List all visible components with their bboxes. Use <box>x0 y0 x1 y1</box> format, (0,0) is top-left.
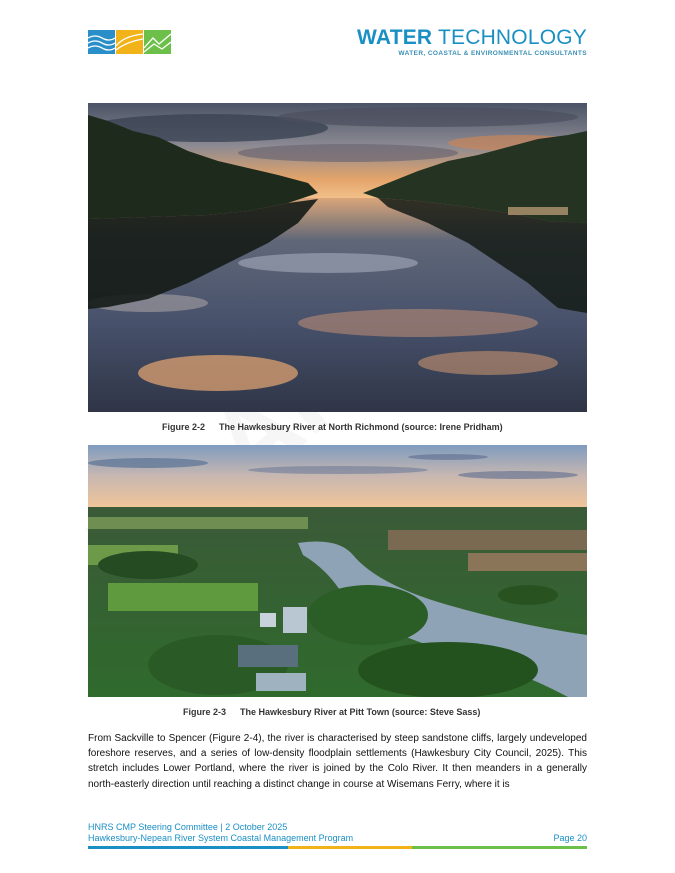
figure-2-3-caption <box>183 707 480 717</box>
figure-number: Figure 2-2 <box>162 422 206 432</box>
figure-2-2-caption <box>162 422 503 432</box>
body-paragraph: From Sackville to Spencer (Figure 2-4), the river is characterised by steep sandstone cliffs, largely undeveloped foreshore reserves, and a series of low-density floodplain settlements (Hawkesbury City Council, 2025). This stretch includes Lower Portland, where the river is joined by the Colo River. It then meanders in a generally north-easterly direction until reaching a distinct change in course at Wisemans Ferry, where it is <box>88 733 587 790</box>
figure-number: Figure 2-3 <box>183 707 227 717</box>
footer-line-1: HNRS CMP Steering Committee | 2 October 2025 <box>88 822 288 832</box>
brand-name: WATER TECHNOLOGY <box>357 26 587 49</box>
figure-caption-text: The Hawkesbury River at Pitt Town (source: Steve Sass) <box>240 707 481 717</box>
figure-2-2-photo <box>88 103 587 412</box>
figure-caption-text: The Hawkesbury River at North Richmond (source: Irene Pridham) <box>219 422 503 432</box>
footer-line-2: Hawkesbury-Nepean River System Coastal Management Program <box>88 833 354 843</box>
page-footer <box>88 822 587 844</box>
footer-color-bar <box>88 846 587 849</box>
logo-tile-environment-icon <box>144 30 171 54</box>
figure-2-3-photo <box>88 445 587 697</box>
logo-tiles <box>88 30 171 54</box>
brand-logo <box>357 27 587 57</box>
brand-tagline: WATER, COASTAL & ENVIRONMENTAL CONSULTANTS <box>398 50 587 57</box>
page-number: Page 20 <box>553 833 587 843</box>
logo-tile-water-icon <box>88 30 115 54</box>
logo-tile-coast-icon <box>116 30 143 54</box>
